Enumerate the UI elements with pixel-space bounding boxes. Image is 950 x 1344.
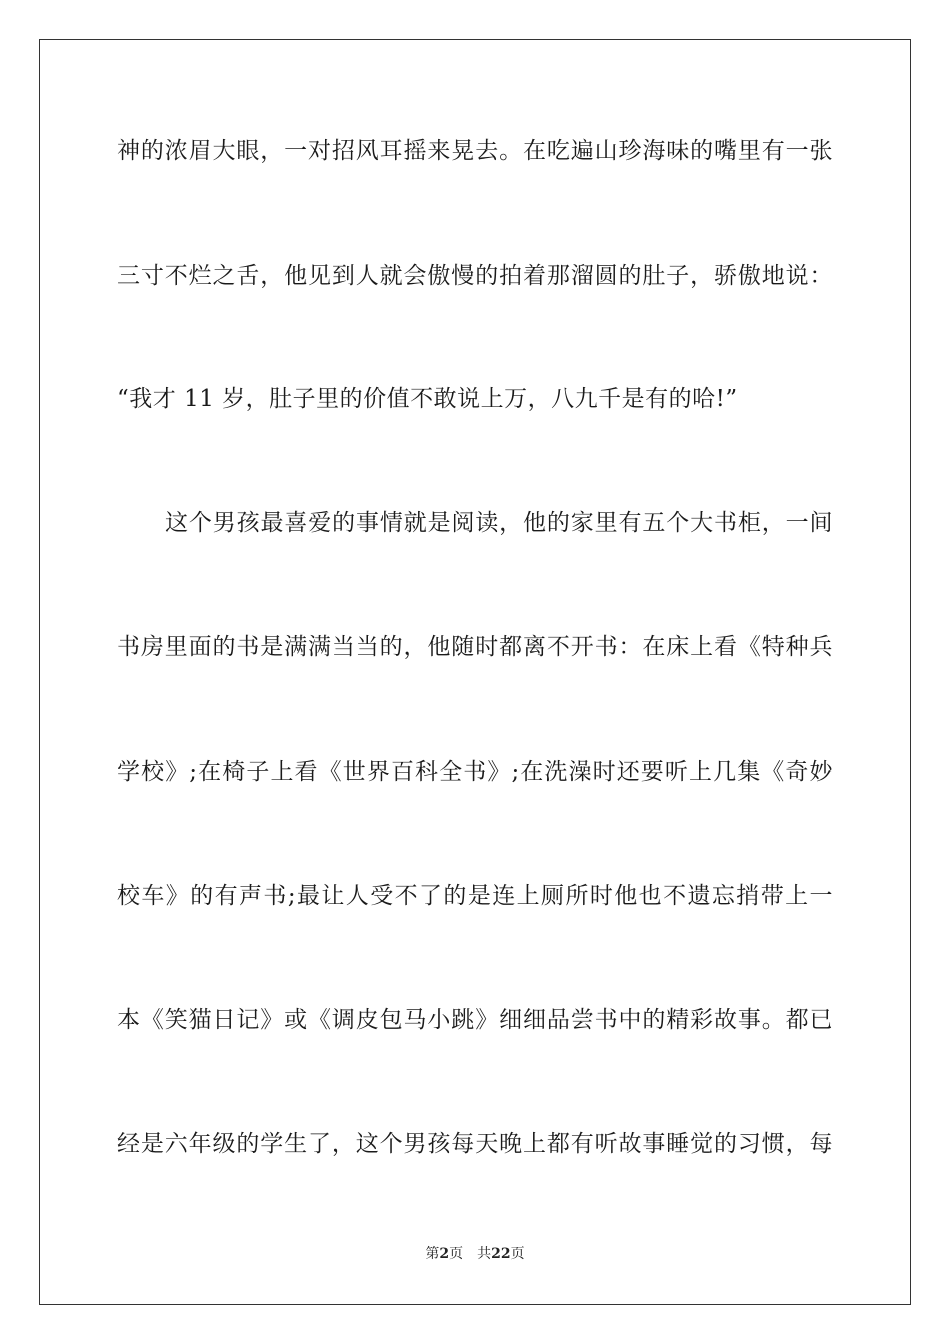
page-footer [0, 1245, 950, 1263]
text-line-9: 经是六年级的学生了，这个男孩每天晚上都有听故事睡觉的习惯，每 [117, 1131, 833, 1157]
text-line-8: 本《笑猫日记》或《调皮包马小跳》细细品尝书中的精彩故事。都已 [117, 1007, 833, 1033]
page-border [39, 39, 911, 1305]
page-prefix: 第 [425, 1246, 440, 1262]
text-line-5: 书房里面的书是满满当当的，他随时都离不开书：在床上看《特种兵 [117, 634, 833, 660]
text-line-7: 校车》的有声书;最让人受不了的是连上厕所时他也不遗忘捎带上一 [117, 883, 833, 909]
text-line-1: 神的浓眉大眼，一对招风耳摇来晃去。在吃遍山珍海味的嘴里有一张 [117, 138, 833, 164]
text-line-3: “我才 11 岁，肚子里的价值不敢说上万，八九千是有的哈!” [117, 386, 738, 412]
page-number: 2 [439, 1246, 450, 1262]
total-pages: 22 [491, 1246, 511, 1262]
text-line-6: 学校》;在椅子上看《世界百科全书》;在洗澡时还要听上几集《奇妙 [117, 759, 833, 785]
page-suffix: 页 [449, 1246, 464, 1262]
total-prefix: 共 [477, 1246, 492, 1262]
text-line-2: 三寸不烂之舌，他见到人就会傲慢的拍着那溜圆的肚子，骄傲地说： [117, 263, 833, 289]
total-suffix: 页 [510, 1246, 525, 1262]
paragraph-start-line: 这个男孩最喜爱的事情就是阅读，他的家里有五个大书柜，一间 [165, 510, 833, 536]
